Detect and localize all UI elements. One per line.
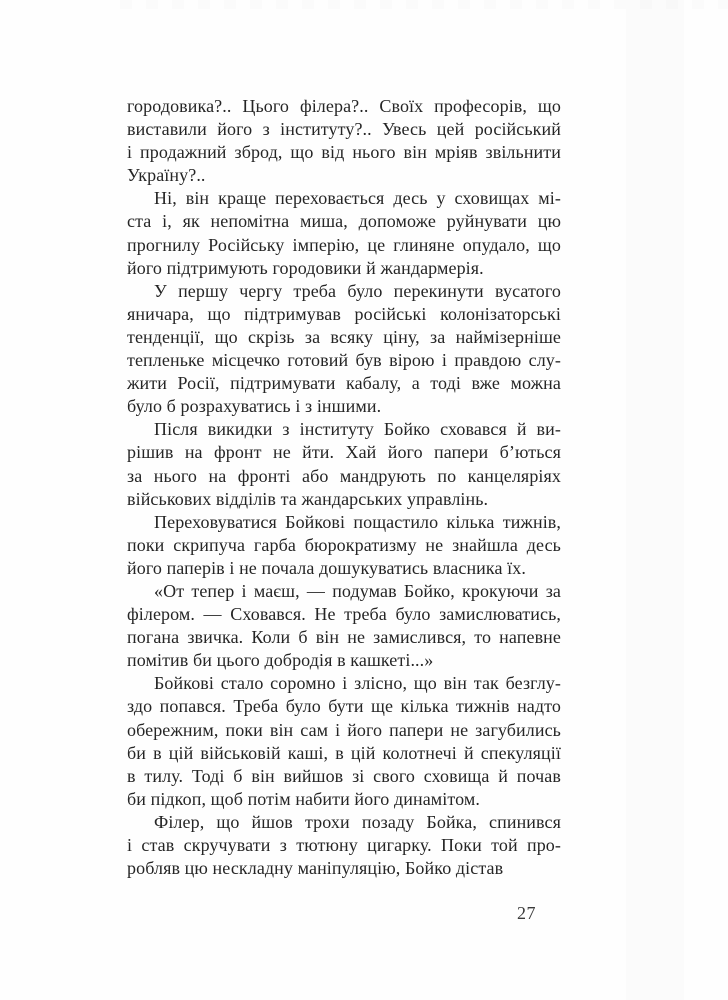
text-line: тенденції, що скрізь за всяку ціну, за наймізерніше [127,326,561,347]
text-line: робляв цю нескладну маніпуляцію, Бойко дістав [127,858,504,879]
text-line: У першу чергу треба було перекинути вусатого [154,280,561,301]
text-line: помітив би цього добродія в кашкеті...» [127,650,434,671]
text-line: поки скрипуча гарба бюрократизму не знайшла десь [127,534,561,555]
text-line: Переховуватися Бойкові пощастило кілька тижнів, [154,511,561,532]
paragraph [127,811,561,880]
text-line: Ні, він краще переховається десь у сховищах мі- [154,188,561,209]
page-number: 27 [517,903,536,923]
text-line: його паперів і не почала дошукуватись власника їх. [127,557,526,578]
text-line: було б розрахуватись і з іншими. [127,396,382,417]
paragraph [127,187,561,279]
text-line: і став скручувати з тютюну цигарку. Поки той про- [127,835,561,855]
text-line: прогнилу Російську імперію, це глиняне опудало, що [127,234,561,255]
text-line: за нього на фронті або мандрують по канцеляріях [127,465,561,486]
text-line: погана звичка. Коли б він не замислився, то напевне [127,627,561,648]
page-text [127,95,561,880]
text-line: обережним, поки він сам і його папери не загубились [127,719,561,740]
paragraph [127,580,561,672]
text-line: Після викидки з інституту Бойко сховався й ви- [154,419,561,440]
text-line: Україну?.. [127,165,206,186]
text-line: Бойкові стало соромно і злісно, що він так безглу- [154,673,561,694]
scan-artifact-right [626,0,684,1000]
text-line: в тилу. Тоді б він вийшов зі свого сховища й почав [127,765,561,786]
text-line: виставили його з інституту?.. Увесь цей російський [127,119,561,140]
text-line: яничара, що підтримував російські колонізаторські [127,303,561,324]
paragraph [127,280,561,419]
text-line: би підкоп, щоб потім набити його динамітом. [127,788,480,809]
text-line: би в цій військовій каші, в цій колотнечі й спекуляції [127,742,561,763]
paragraph [127,418,561,510]
text-line: військових відділів та жандарських управлінь. [127,488,489,509]
paragraph [127,511,561,580]
paragraph [127,672,561,811]
text-line: жити Росії, підтримувати кабалу, а тоді вже можна [127,373,561,394]
text-line: рішив на фронт не йти. Хай його папери б’ються [127,442,561,463]
text-line: здо попався. Треба було бути ще кілька тижнів надто [127,696,561,717]
text-line: городовика?.. Цього філера?.. Своїх професорів, що [127,96,561,116]
text-line: філером. — Сховався. Не треба було замислюватись, [127,604,561,625]
text-line: тепленьке місцечко готовий був вірою і правдою слу- [127,350,561,371]
paragraph [127,95,561,187]
text-line: Філер, що йшов трохи позаду Бойка, спинився [154,811,561,832]
text-line: ста і, як непомітна миша, допоможе руйнувати цю [127,211,561,232]
text-line: «От тепер і маєш, — подумав Бойко, крокуючи за [154,580,561,601]
text-line: і продажний зброд, що від нього він мріяв звільнити [127,142,561,163]
text-line: його підтримують городовики й жандармерія. [127,257,484,278]
